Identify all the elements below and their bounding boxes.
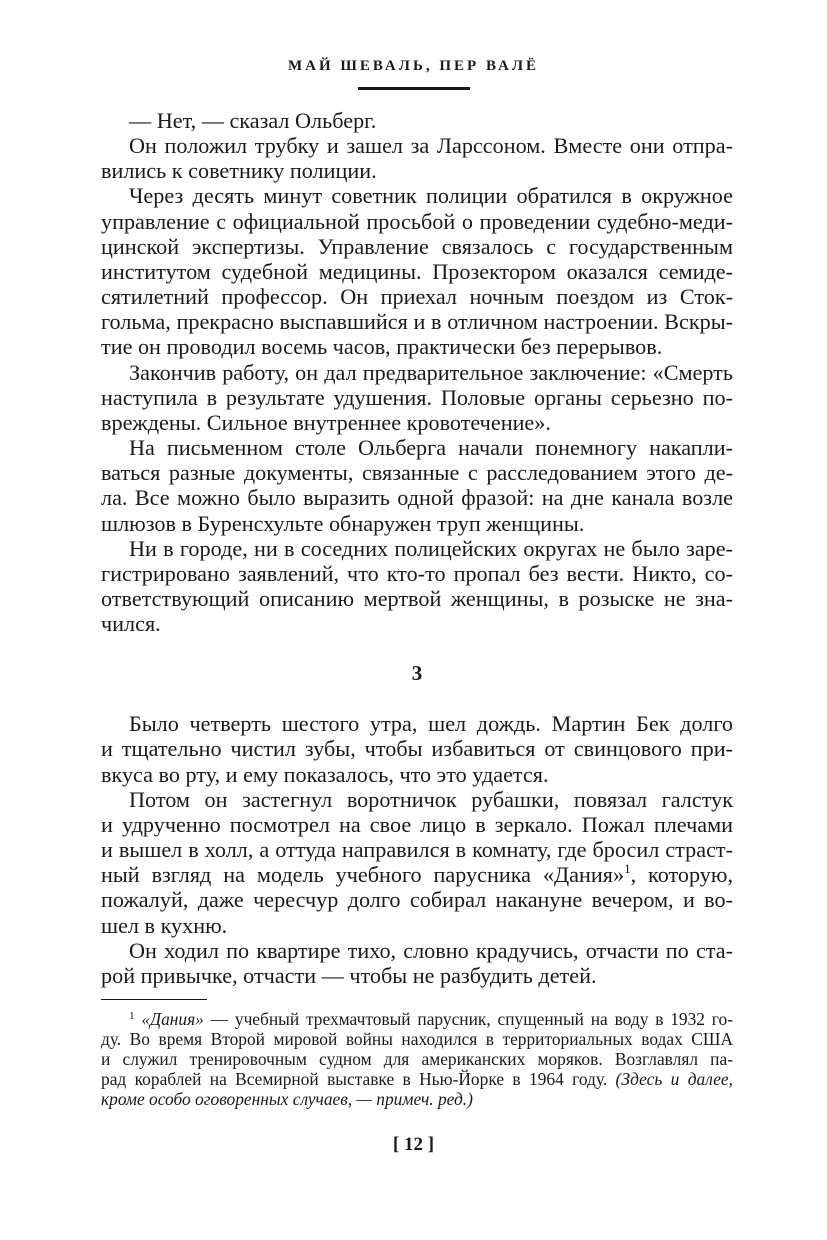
text-line: вились к советнику полиции.	[101, 158, 377, 184]
footnote-line: ду. Во время Второй мировой войны находился в территориальных водах США	[101, 1028, 733, 1049]
text-line: институтом судебной медицины. Прозектором оказался семиде-	[101, 258, 733, 284]
footnote-reference[interactable]: 1	[624, 861, 631, 877]
text-segment: ный взгляд на модель учебного парусника «Дания»	[101, 862, 625, 888]
text-line: вреждены. Сильное внутреннее кровотечение».	[101, 409, 551, 435]
text-line: гольма, прекрасно выспавшийся и в отличном настроении. Вскры-	[101, 309, 733, 335]
text-line: Ни в городе, ни в соседних полицейских округах не было заре-	[129, 535, 733, 561]
footnote-line	[101, 1010, 733, 1030]
chapter-number: 3	[411, 661, 423, 686]
text-line: пожалуй, даже чересчур долго собирал накануне вечером, и во-	[101, 887, 733, 913]
text-line: Потом он застегнул воротничок рубашки, повязал галстук	[129, 786, 733, 812]
text-segment: — учебный трехмачтовый парусник, спущенный на воду в 1932 го-	[203, 1009, 733, 1029]
text-line: Было четверть шестого утра, шел дождь. Мартин Бек долго	[129, 711, 733, 737]
text-line: Он положил трубку и зашел за Ларссоном. Вместе они отпра-	[129, 133, 733, 159]
text-line: Через десять минут советник полиции обратился в окружное	[129, 183, 733, 209]
running-header: МАЙ ШЕВАЛЬ, ПЕР ВАЛЁ	[287, 58, 540, 74]
text-line: цинской экспертизы. Управление связалось с государственным	[101, 233, 733, 259]
text-line: шел в кухню.	[101, 912, 228, 938]
text-line: ла. Все можно было выразить одной фразой: на дне канала возле	[101, 485, 733, 511]
footnote-line: кроме особо оговоренных случаев, — примеч. ред.)	[101, 1088, 473, 1109]
text-line: ваться разные документы, связанные с расследованием этого де-	[101, 460, 733, 486]
text-line: ответствующий описанию мертвой женщины, в розыске не зна-	[101, 585, 733, 611]
text-segment: (Здесь и далее,	[615, 1068, 733, 1089]
page-number: [ 12 ]	[392, 1134, 435, 1155]
text-line: и удрученно посмотрел на свое лицо в зеркало. Пожал плечами	[101, 811, 733, 837]
footnote-line	[101, 1070, 733, 1090]
text-line: шлюзов в Буренсхульте обнаружен труп женщины.	[101, 510, 585, 536]
footnote-marker: 1	[129, 1010, 135, 1022]
text-line: управление с официальной просьбой о проведении судебно-меди-	[101, 208, 733, 234]
text-line: гистрировано заявлений, что кто-то пропал без вести. Никто, со-	[101, 560, 733, 586]
footnote-line: и служил тренировочным судном для американских моряков. Возглавлял па-	[101, 1048, 733, 1069]
text-line: и тщательно чистил зубы, чтобы избавиться от свинцового при-	[101, 736, 733, 762]
text-line: чился.	[101, 611, 161, 637]
text-line: тие он проводил восемь часов, практически без перерывов.	[101, 334, 663, 360]
text-segment: , которую,	[630, 862, 734, 888]
text-line: рой привычке, отчасти — чтобы не разбудить детей.	[101, 962, 597, 988]
footnote-rule	[101, 999, 207, 1000]
main-text	[101, 108, 733, 988]
text-line: Закончив работу, он дал предварительное заключение: «Смерть	[129, 359, 733, 385]
text-line: На письменном столе Ольберга начали понемногу накапли-	[129, 435, 733, 461]
text-segment: рад кораблей на Всемирной выставке в Нью-Йорке в 1964 году.	[101, 1068, 616, 1089]
text-line: Он ходил по квартире тихо, словно крадучись, отчасти по ста-	[129, 937, 733, 963]
text-line: сятилетний профессор. Он приехал ночным поездом из Сток-	[101, 284, 733, 310]
text-line: вкуса во рту, и ему показалось, что это удается.	[101, 761, 549, 787]
header-rule	[358, 87, 470, 90]
text-line: и вышел в холл, а оттуда направился в комнату, где бросил страст-	[101, 837, 733, 863]
text-line	[101, 862, 733, 887]
footnote	[101, 1010, 733, 1110]
footnote-term: «Дания»	[141, 1009, 204, 1029]
text-line: наступила в результате удушения. Половые органы серьезно по-	[101, 384, 733, 410]
text-line: — Нет, — сказал Ольберг.	[129, 108, 377, 133]
